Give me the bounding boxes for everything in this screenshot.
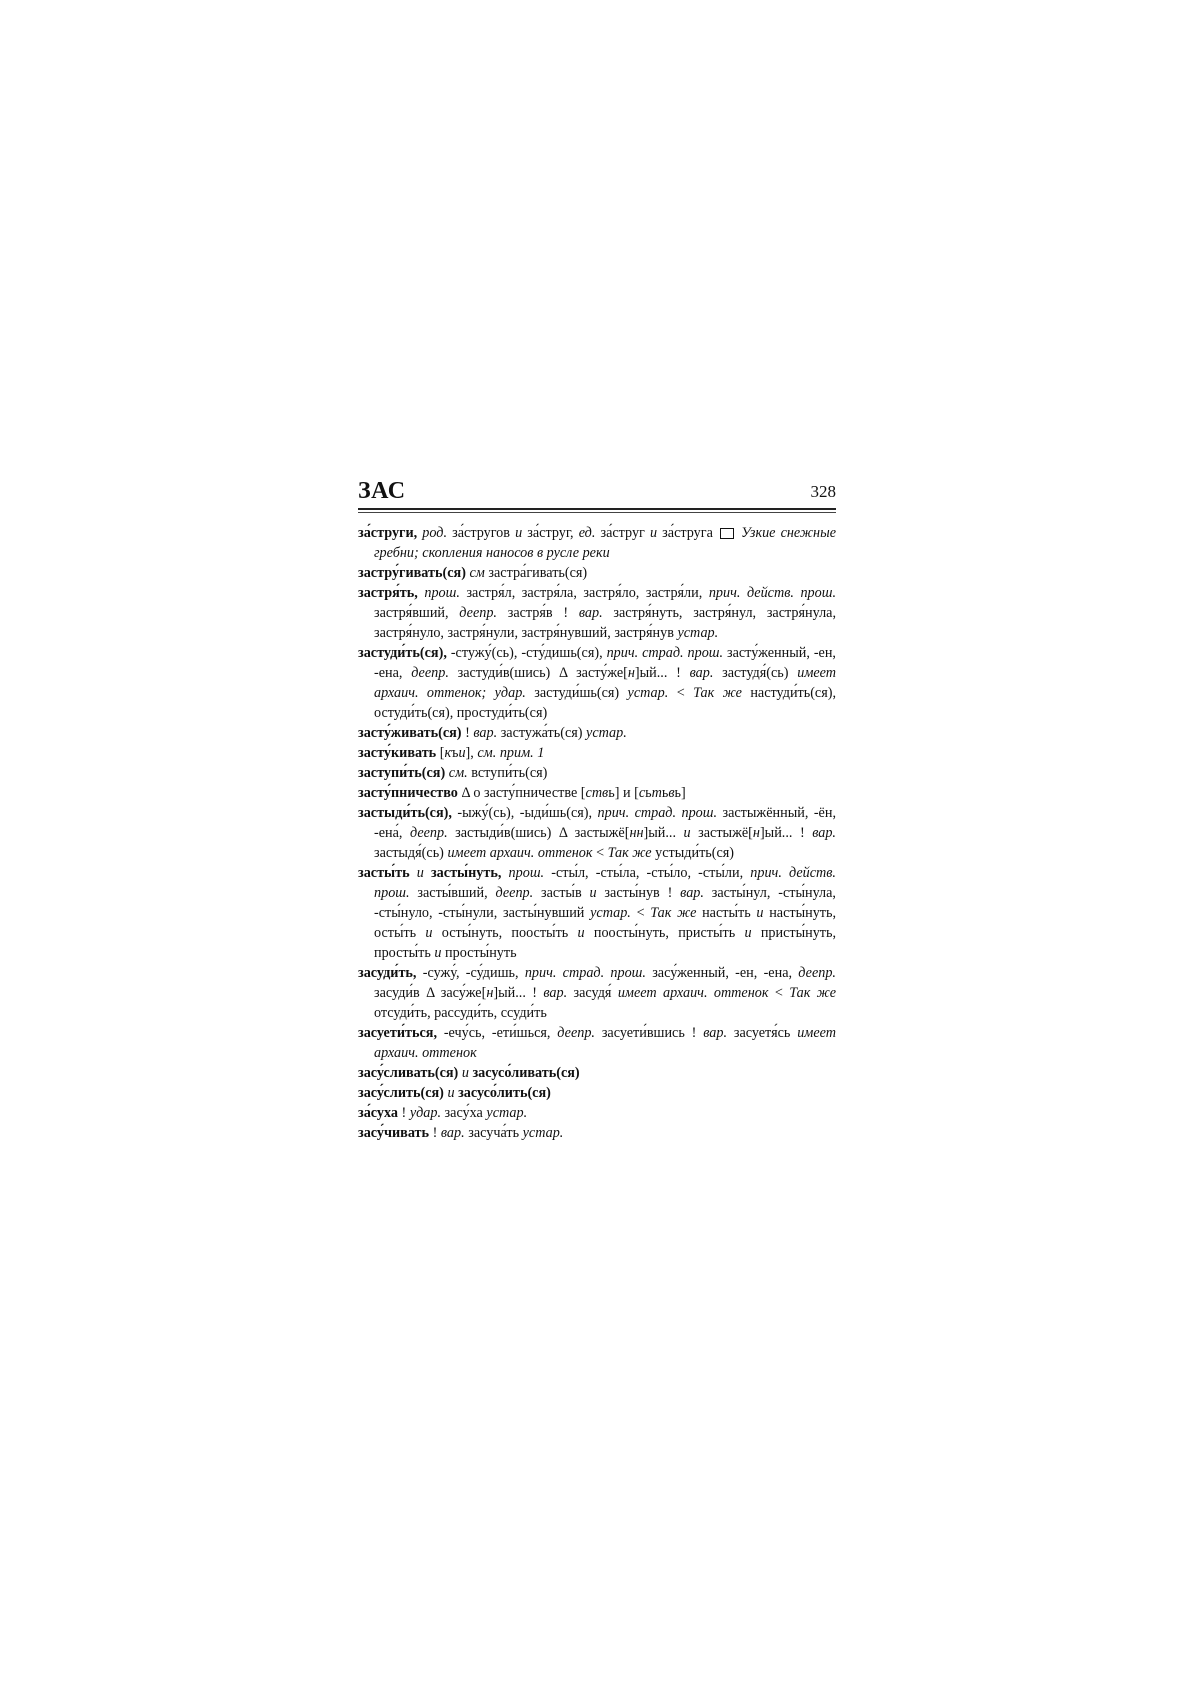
dictionary-entry: [358, 963, 836, 1023]
entry-text: -ечу́сь, -ети́шься,: [443, 1025, 558, 1041]
dictionary-entry: [358, 1083, 836, 1103]
grammatical-note: устар.: [486, 1105, 528, 1121]
entry-text: насты́ть: [702, 905, 757, 921]
entry-text: присты́нуть, просты́ть: [374, 925, 837, 961]
dictionary-entry: [358, 743, 836, 763]
headword: засуди́ть,: [358, 965, 423, 981]
dictionary-entry: [358, 643, 836, 723]
grammatical-note: т: [651, 785, 662, 801]
entry-text: засуди́в Δ засу́же[: [374, 985, 487, 1001]
grammatical-note: и: [425, 925, 442, 941]
headword: застря́ть,: [358, 585, 425, 601]
grammatical-note: вар.: [689, 665, 723, 681]
entry-text: за́струг: [600, 525, 650, 541]
grammatical-note: устар.: [677, 625, 719, 641]
entry-text: застуди́в(шись) Δ засту́же[: [457, 665, 628, 681]
running-head: ЗАС: [358, 478, 406, 504]
grammatical-note: прич. действ. прош.: [374, 865, 836, 901]
grammatical-note: нн: [629, 825, 644, 841]
headword: застыди́ть(ся),: [358, 805, 458, 821]
entry-text: Δ о засту́пничестве [: [461, 785, 586, 801]
grammatical-note: и: [649, 525, 663, 541]
entry-text: осты́нуть, поосты́ть: [441, 925, 578, 941]
headword: засусо́ливать(ся): [472, 1065, 580, 1081]
page-number: 328: [810, 482, 836, 501]
entry-text: застыдя́(сь): [374, 845, 448, 861]
entry-text: за́струга: [662, 525, 718, 541]
dictionary-entry: [358, 1123, 836, 1143]
grammatical-note: и: [744, 925, 761, 941]
grammatical-note: имеет архаич. оттенок: [447, 845, 597, 861]
headword: засу́чивать: [358, 1125, 433, 1141]
grammatical-note: устар.: [627, 685, 677, 701]
grammatical-note: род.: [422, 525, 453, 541]
entry-text: просты́нуть: [445, 945, 517, 961]
grammatical-note: прич. страд. прош.: [524, 965, 653, 981]
grammatical-note: и: [683, 825, 699, 841]
entry-text: !: [432, 1125, 441, 1141]
entry-text: застря́л, застря́ла, застря́ло, застря́ли,: [466, 585, 709, 601]
grammatical-note: в: [668, 785, 675, 801]
grammatical-note: имеет архаич. оттенок: [374, 1025, 837, 1061]
grammatical-note: Так же: [789, 985, 836, 1001]
grammatical-note: и: [756, 905, 770, 921]
headword: застуди́ть(ся),: [358, 645, 451, 661]
entry-text: ]ый... !: [759, 825, 813, 841]
grammatical-note: прич. страд. прош.: [597, 805, 723, 821]
definition-box-icon: [720, 528, 734, 539]
entry-text: засты́нул, -сты́нула, -сты́нуло, -сты́нули, засты́нувший: [374, 885, 836, 921]
entry-text: застря́в !: [507, 605, 579, 621]
dictionary-page: [358, 478, 836, 1143]
grammatical-note: ств: [585, 785, 609, 801]
header-rule: [358, 512, 836, 513]
dictionary-entry: [358, 783, 836, 803]
grammatical-note: имеет архаич. оттенок; удар.: [374, 665, 837, 701]
dictionary-entry: [358, 803, 836, 863]
entry-text: вступи́ть(ся): [471, 765, 548, 781]
grammatical-note: прич. страд. прош.: [606, 645, 727, 661]
entry-text: [: [439, 745, 445, 761]
grammatical-note: удар.: [409, 1105, 445, 1121]
entry-text: засту́женный, -ен, -ена,: [374, 645, 836, 681]
entry-text: <: [596, 845, 608, 861]
entry-text: -сужу́, -су́дишь,: [422, 965, 525, 981]
entry-text: засудя́: [573, 985, 618, 1001]
entry-text: застря́вший,: [374, 605, 460, 621]
grammatical-note: прош.: [424, 585, 467, 601]
grammatical-note: и: [434, 945, 446, 961]
grammatical-note: и: [461, 1065, 473, 1081]
grammatical-note: устар.: [522, 1125, 564, 1141]
grammatical-note: и: [458, 745, 466, 761]
grammatical-note: прош.: [508, 865, 552, 881]
grammatical-note: деепр.: [409, 825, 456, 841]
grammatical-note: см.: [448, 765, 472, 781]
dictionary-entry: [358, 1103, 836, 1123]
entry-text: за́стругов: [452, 525, 516, 541]
dictionary-entry: [358, 583, 836, 643]
entry-text: засты́в: [541, 885, 590, 901]
entry-text: насты́нуть, осты́ть: [374, 905, 837, 941]
grammatical-note: прич. действ. прош.: [708, 585, 836, 601]
entry-text: застря́нуть, застря́нул, застря́нула, застря́нуло, застря́нули, застря́нувший, застря́нув: [374, 605, 837, 641]
entry-text: отсуди́ть, рассуди́ть, ссуди́ть: [374, 1005, 547, 1021]
entry-text: ]ый... !: [493, 985, 544, 1001]
dictionary-entry: [358, 863, 836, 963]
entry-text: засуети́вшись !: [601, 1025, 704, 1041]
grammatical-note: вар.: [812, 825, 836, 841]
entry-text: застужа́ть(ся): [500, 725, 587, 741]
entry-text: застыжённый, -ён, -ена́,: [374, 805, 836, 841]
grammatical-note: и: [515, 525, 528, 541]
grammatical-note: и: [577, 925, 594, 941]
entry-text: ь: [661, 785, 669, 801]
headword: засуети́ться,: [358, 1025, 444, 1041]
grammatical-note: см. прим. 1: [477, 745, 545, 761]
entry-text: <: [676, 685, 694, 701]
grammatical-note: вар.: [543, 985, 574, 1001]
grammatical-note: деепр.: [411, 665, 458, 681]
headword: засты́ть: [358, 865, 417, 881]
dictionary-entry: [358, 763, 836, 783]
grammatical-note: и: [416, 865, 431, 881]
grammatical-note: деепр.: [495, 885, 542, 901]
grammatical-note: Так же: [650, 905, 703, 921]
grammatical-note: деепр.: [557, 1025, 602, 1041]
entry-text: ],: [465, 745, 478, 761]
grammatical-note: и: [447, 1085, 459, 1101]
entry-text: устыди́ть(ся): [655, 845, 735, 861]
entry-text: застра́гивать(ся): [488, 565, 588, 581]
headword: засту́живать(ся): [358, 725, 466, 741]
grammatical-note: н: [752, 825, 760, 841]
entry-text: засты́нув !: [604, 885, 681, 901]
entry-text: <: [774, 985, 790, 1001]
grammatical-note: деепр.: [459, 605, 508, 621]
grammatical-note: н: [627, 665, 635, 681]
grammatical-note: вар.: [473, 725, 501, 741]
entry-text: <: [636, 905, 651, 921]
grammatical-note: вар.: [680, 885, 712, 901]
headword: засту́пничество: [358, 785, 462, 801]
dictionary-entry: [358, 1063, 836, 1083]
entry-text: засты́вший,: [417, 885, 496, 901]
entry-text: поосты́нуть, присты́ть: [593, 925, 745, 941]
entry-text: -ыжу́(сь), -ыди́шь(ся),: [457, 805, 598, 821]
headword: засты́нуть,: [430, 865, 509, 881]
dictionary-entry: [358, 563, 836, 583]
grammatical-note: вар.: [578, 605, 614, 621]
entry-text: ]ый... !: [634, 665, 690, 681]
grammatical-note: с: [638, 785, 646, 801]
grammatical-note: Так же: [693, 685, 751, 701]
dictionary-entry: [358, 723, 836, 743]
entry-text: ]ый...: [643, 825, 684, 841]
entry-text: -стужу́(сь), -сту́дишь(ся),: [450, 645, 607, 661]
entry-text: ь] и [: [608, 785, 639, 801]
grammatical-note: деепр.: [798, 965, 836, 981]
headword: за́струги,: [358, 525, 423, 541]
entry-text: -сты́л, -сты́ла, -сты́ло, -сты́ли,: [551, 865, 751, 881]
page-header: [358, 478, 836, 510]
headword: застру́гивать(ся): [358, 565, 470, 581]
entries-list: [358, 523, 836, 1143]
grammatical-note: к: [444, 745, 452, 761]
entry-text: засу́женный, -ен, -ена,: [652, 965, 799, 981]
headword: засусо́лить(ся): [458, 1085, 551, 1101]
entry-text: ъ: [451, 745, 459, 761]
entry-text: застыжё[: [698, 825, 753, 841]
entry-text: настуди́ть(ся), остуди́ть(ся), простуди́ть(ся): [374, 685, 837, 721]
headword: заступи́ть(ся): [358, 765, 449, 781]
entry-text: !: [401, 1105, 410, 1121]
entry-text: засуча́ть: [468, 1125, 523, 1141]
dictionary-entry: [358, 1023, 836, 1063]
entry-text: застыди́в(шись) Δ застыжё[: [455, 825, 630, 841]
entry-text: за́струг,: [527, 525, 579, 541]
grammatical-note: вар.: [440, 1125, 469, 1141]
entry-text: засу́ха: [444, 1105, 487, 1121]
headword: за́суха: [358, 1105, 402, 1121]
grammatical-note: ед.: [578, 525, 601, 541]
grammatical-note: имеет архаич. оттенок: [617, 985, 775, 1001]
headword: засу́слить(ся): [358, 1085, 448, 1101]
headword: засу́сливать(ся): [358, 1065, 462, 1081]
grammatical-note: устар.: [590, 905, 637, 921]
grammatical-note: Узкие снежные гребни; скопления наносов в русле реки: [374, 525, 836, 561]
grammatical-note: вар.: [703, 1025, 734, 1041]
grammatical-note: н: [486, 985, 494, 1001]
entry-text: ь]: [674, 785, 686, 801]
grammatical-note: и: [589, 885, 605, 901]
grammatical-note: Так же: [607, 845, 656, 861]
entry-text: застудя́(сь): [722, 665, 798, 681]
entry-text: засуетя́сь: [733, 1025, 798, 1041]
dictionary-entry: [358, 523, 836, 563]
grammatical-note: устар.: [586, 725, 627, 741]
entry-text: ь: [645, 785, 652, 801]
entry-text: застуди́шь(ся): [534, 685, 628, 701]
grammatical-note: см: [469, 565, 489, 581]
entry-text: !: [465, 725, 474, 741]
headword: засту́кивать: [358, 745, 440, 761]
